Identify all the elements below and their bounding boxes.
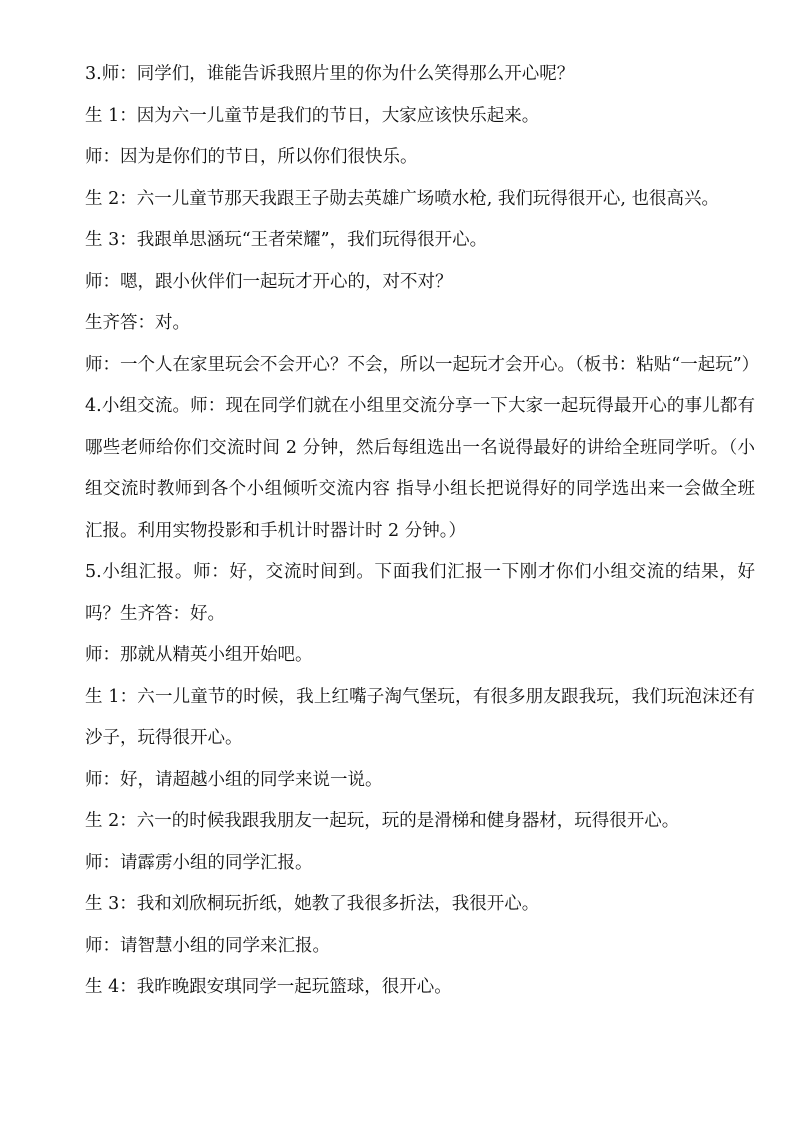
paragraph-1: 3.师：同学们，谁能告诉我照片里的你为什么笑得那么开心呢？: [85, 64, 575, 84]
paragraph-7: 生齐答：对。: [85, 313, 190, 333]
paragraph-6: 师：嗯，跟小伙伴们一起玩才开心的，对不对？: [85, 271, 453, 292]
paragraph-4: 生 2：六一儿童节那天我跟王子勋去英雄广场喷水枪, 我们玩得很开心, 也很高兴。: [85, 188, 719, 209]
lesson-transcript: [85, 54, 760, 1009]
paragraph-8: 师：一个人在家里玩会不会开心？不会，所以一起玩才会开心。（板书：粘贴“一起玩”）: [85, 354, 760, 375]
paragraph-12: 生 1：六一儿童节的时候，我上红嘴子淘气堡玩，有很多朋友跟我玩，我们玩泡沫还有沙子，玩得很开心。: [85, 686, 755, 748]
paragraph-15: 师：请霹雳小组的同学汇报。: [85, 852, 313, 873]
paragraph-13: 师：好，请超越小组的同学来说一说。: [85, 769, 383, 790]
paragraph-18: 生 4：我昨晚跟安琪同学一起玩篮球，很开心。: [85, 977, 452, 997]
paragraph-17: 师：请智慧小组的同学来汇报。: [85, 935, 330, 956]
paragraph-5: 生 3：我跟单思涵玩“王者荣耀”，我们玩得很开心。: [85, 230, 488, 250]
paragraph-3: 师：因为是你们的节日，所以你们很快乐。: [85, 147, 418, 167]
paragraph-9: 4.小组交流。师：现在同学们就在小组里交流分享一下大家一起玩得最开心的事儿都有哪些老师给你们交流时间 2 分钟，然后每组选出一名说得最好的讲给全班同学听。（小组交流时教师到各个小组倾听交流内容 指导小组长把说得好的同学选出来一会做全班汇报。利用实物投影和手机计时器计时 2 分钟。）: [85, 396, 755, 541]
paragraph-11: 师：那就从精英小组开始吧。: [85, 645, 313, 665]
paragraph-14: 生 2：六一的时候我跟我朋友一起玩，玩的是滑梯和健身器材，玩得很开心。: [85, 811, 680, 831]
paragraph-2: 生 1：因为六一儿童节是我们的节日，大家应该快乐起来。: [85, 105, 540, 126]
paragraph-10: 5.小组汇报。师：好，交流时间到。下面我们汇报一下刚才你们小组交流的结果，好吗？生齐答：好。: [85, 562, 755, 624]
paragraph-16: 生 3：我和刘欣桐玩折纸，她教了我很多折法，我很开心。: [85, 894, 540, 914]
